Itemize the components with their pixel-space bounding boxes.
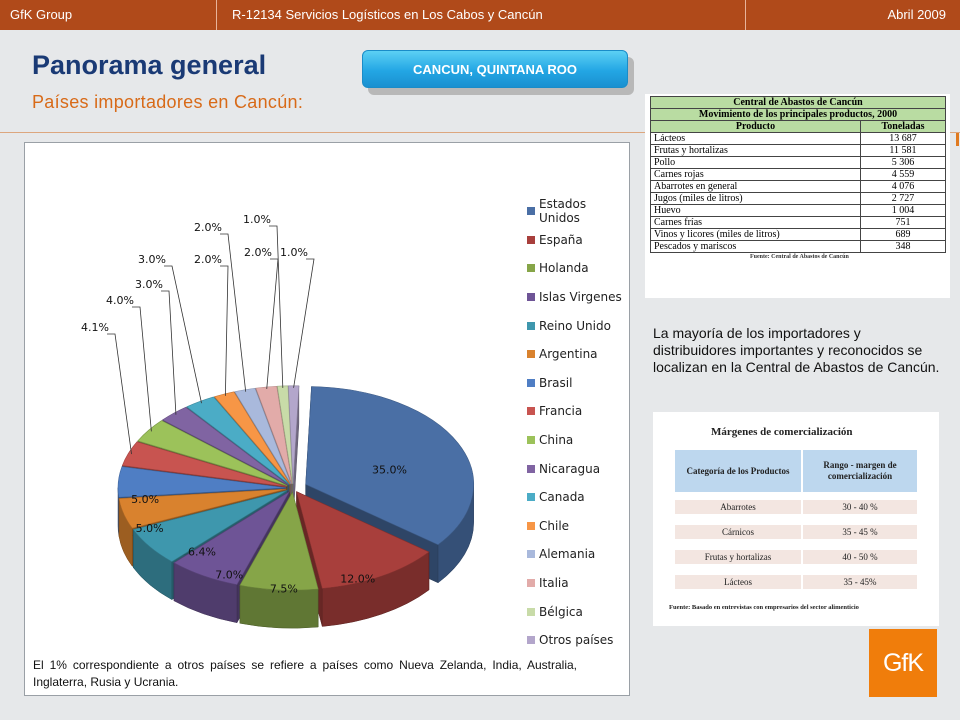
table-row bbox=[651, 229, 946, 241]
header-divider bbox=[216, 0, 217, 30]
leader-line bbox=[161, 291, 176, 415]
legend-label: Nicaragua bbox=[539, 461, 601, 476]
legend-label: Italia bbox=[539, 576, 569, 591]
legend-label: Alemania bbox=[539, 547, 596, 562]
margins-category-cell: Lácteos bbox=[724, 577, 752, 587]
margins-row bbox=[675, 575, 917, 589]
data-label: 5.0% bbox=[135, 521, 164, 535]
table-row bbox=[651, 169, 946, 181]
legend-item bbox=[527, 483, 627, 512]
producto-cell: Vinos y licores (miles de litros) bbox=[651, 229, 861, 241]
margins-col-category: Categoría de los Productos bbox=[686, 465, 790, 476]
legend-swatch bbox=[527, 350, 535, 358]
toneladas-cell: 4 559 bbox=[861, 169, 946, 181]
legend-swatch bbox=[527, 379, 535, 387]
data-label: 4.1% bbox=[81, 321, 109, 334]
table-source: Fuente: Central de Abastos de Cancún bbox=[750, 254, 849, 260]
table-row bbox=[651, 133, 946, 145]
table-row bbox=[651, 157, 946, 169]
table-row bbox=[651, 145, 946, 157]
legend-swatch bbox=[527, 579, 535, 587]
report-title: R-12134 Servicios Logísticos en Los Cabos y Cancún bbox=[232, 7, 543, 22]
legend-item bbox=[527, 369, 627, 398]
toneladas-cell: 2 727 bbox=[861, 193, 946, 205]
location-button[interactable]: CANCUN, QUINTANA ROO bbox=[362, 50, 628, 88]
producto-cell: Carnes rojas bbox=[651, 169, 861, 181]
data-label: 6.4% bbox=[188, 545, 217, 559]
table-row bbox=[651, 181, 946, 193]
legend-item bbox=[527, 340, 627, 369]
legend-swatch bbox=[527, 636, 535, 644]
legend-item bbox=[527, 311, 627, 340]
legend-label: Reino Unido bbox=[539, 318, 611, 333]
legend-swatch bbox=[527, 207, 535, 215]
legend-item bbox=[527, 254, 627, 283]
data-label: 3.0% bbox=[135, 278, 163, 291]
legend-item bbox=[527, 626, 627, 655]
producto-cell: Carnes frías bbox=[651, 217, 861, 229]
table-subtitle: Movimiento de los principales productos, 2000 bbox=[651, 109, 946, 121]
toneladas-cell: 4 076 bbox=[861, 181, 946, 193]
legend-item bbox=[527, 283, 627, 312]
data-label: 12.0% bbox=[340, 572, 376, 586]
chart-legend bbox=[527, 197, 627, 655]
legend-swatch bbox=[527, 322, 535, 330]
toneladas-cell: 348 bbox=[861, 241, 946, 253]
legend-swatch bbox=[527, 493, 535, 501]
data-label: 1.0% bbox=[280, 246, 308, 259]
margins-source: Fuente: Basado en entrevistas con empresarios del sector alimenticio bbox=[669, 604, 859, 611]
table-row bbox=[651, 193, 946, 205]
importers-description: La mayoría de los importadores y distribuidores importantes y reconocidos se localizan en la Central de Abastos de Cancún. bbox=[653, 325, 940, 375]
margins-category-cell: Abarrotes bbox=[720, 502, 756, 512]
leader-line bbox=[132, 307, 151, 431]
data-label: 5.0% bbox=[131, 492, 160, 506]
legend-label: Francia bbox=[539, 404, 583, 419]
margins-range-cell: 30 - 40 % bbox=[801, 500, 917, 514]
company-name: GfK Group bbox=[10, 7, 73, 22]
margins-row bbox=[675, 500, 917, 514]
producto-cell: Huevo bbox=[651, 205, 861, 217]
producto-cell: Jugos (miles de litros) bbox=[651, 193, 861, 205]
legend-label: Chile bbox=[539, 518, 570, 533]
producto-cell: Pescados y mariscos bbox=[651, 241, 861, 253]
margins-col-range: Rango - margen de comercialización bbox=[801, 450, 917, 492]
legend-item bbox=[527, 397, 627, 426]
legend-label: Brasil bbox=[539, 375, 573, 390]
legend-swatch bbox=[527, 522, 535, 530]
report-date: Abril 2009 bbox=[887, 7, 946, 22]
legend-label: China bbox=[539, 433, 574, 448]
abastos-table-figure bbox=[645, 94, 950, 298]
legend-item bbox=[527, 597, 627, 626]
leader-line bbox=[267, 259, 278, 389]
legend-swatch bbox=[527, 407, 535, 415]
legend-label: Holanda bbox=[539, 261, 589, 276]
chart-footnote: El 1% correspondiente a otros países se refiere a países como Nueva Zelanda, India, Australia, Inglaterra, Rusia y Ucrania. bbox=[33, 658, 577, 689]
legend-label: Canada bbox=[539, 490, 585, 505]
producto-cell: Abarrotes en general bbox=[651, 181, 861, 193]
toneladas-cell: 5 306 bbox=[861, 157, 946, 169]
legend-label: España bbox=[539, 232, 583, 247]
data-label: 35.0% bbox=[371, 463, 407, 477]
margins-header bbox=[675, 450, 917, 492]
legend-label: Islas Virgenes bbox=[539, 290, 622, 305]
toneladas-cell: 11 581 bbox=[861, 145, 946, 157]
data-label: 3.0% bbox=[138, 253, 166, 266]
margins-table-figure bbox=[653, 412, 939, 626]
table-title: Central de Abastos de Cancún bbox=[651, 97, 946, 109]
data-label: 2.0% bbox=[194, 221, 222, 234]
leader-line bbox=[294, 259, 314, 388]
leader-line bbox=[164, 266, 202, 403]
legend-label: Bélgica bbox=[539, 604, 583, 619]
margins-range-cell: 40 - 50 % bbox=[801, 550, 917, 564]
page-title: Panorama general bbox=[32, 50, 267, 80]
data-label: 2.0% bbox=[244, 246, 272, 259]
data-label: 2.0% bbox=[194, 253, 222, 266]
toneladas-cell: 13 687 bbox=[861, 133, 946, 145]
margins-row bbox=[675, 550, 917, 564]
legend-swatch bbox=[527, 550, 535, 558]
producto-cell: Frutas y hortalizas bbox=[651, 145, 861, 157]
legend-label: Estados Unidos bbox=[539, 197, 587, 226]
margins-category-cell: Cárnicos bbox=[722, 527, 754, 537]
leader-line bbox=[220, 234, 246, 392]
legend-item bbox=[527, 454, 627, 483]
data-label: 7.5% bbox=[269, 582, 298, 596]
legend-item bbox=[527, 540, 627, 569]
toneladas-cell: 1 004 bbox=[861, 205, 946, 217]
data-label: 4.0% bbox=[106, 294, 134, 307]
producto-cell: Pollo bbox=[651, 157, 861, 169]
margins-category-cell: Frutas y hortalizas bbox=[704, 552, 772, 562]
page-subtitle: Países importadores en Cancún: bbox=[32, 92, 304, 112]
legend-swatch bbox=[527, 608, 535, 616]
data-label: 1.0% bbox=[243, 213, 271, 226]
margins-range-cell: 35 - 45% bbox=[801, 575, 917, 589]
header-bar bbox=[0, 0, 960, 30]
pie-chart-panel bbox=[24, 142, 630, 696]
legend-swatch bbox=[527, 293, 535, 301]
leader-line bbox=[220, 266, 228, 396]
legend-item bbox=[527, 226, 627, 255]
data-label: 7.0% bbox=[215, 568, 244, 582]
abastos-table bbox=[650, 96, 946, 253]
producto-cell: Lácteos bbox=[651, 133, 861, 145]
legend-swatch bbox=[527, 236, 535, 244]
table-row bbox=[651, 241, 946, 253]
column-header-producto: Producto bbox=[651, 121, 861, 133]
margins-title: Márgenes de comercialización bbox=[711, 426, 853, 438]
margins-row bbox=[675, 525, 917, 539]
margins-range-cell: 35 - 45 % bbox=[801, 525, 917, 539]
legend-swatch bbox=[527, 264, 535, 272]
toneladas-cell: 689 bbox=[861, 229, 946, 241]
legend-swatch bbox=[527, 465, 535, 473]
toneladas-cell: 751 bbox=[861, 217, 946, 229]
leader-line bbox=[107, 334, 132, 454]
legend-label: Argentina bbox=[539, 347, 598, 362]
legend-swatch bbox=[527, 436, 535, 444]
gfk-logo: GfK bbox=[869, 629, 937, 697]
column-header-toneladas: Toneladas bbox=[861, 121, 946, 133]
header-divider bbox=[745, 0, 746, 30]
legend-label: Otros países bbox=[539, 633, 614, 648]
table-row bbox=[651, 205, 946, 217]
legend-item bbox=[527, 512, 627, 541]
legend-item bbox=[527, 426, 627, 455]
legend-item bbox=[527, 569, 627, 598]
divider-accent bbox=[956, 133, 959, 146]
legend-item bbox=[527, 197, 627, 226]
table-row bbox=[651, 217, 946, 229]
